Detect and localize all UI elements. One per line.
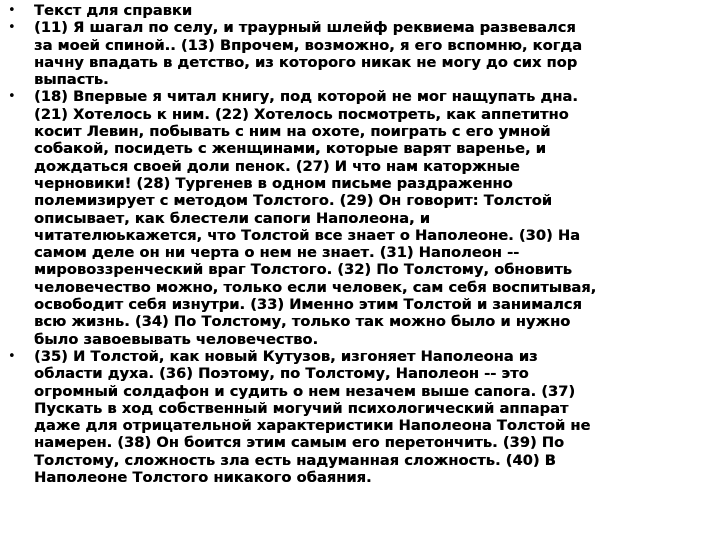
- bullet-icon: •: [8, 3, 16, 18]
- bullet-icon: •: [8, 20, 16, 36]
- bullet-list: [8, 2, 712, 486]
- paragraph-text: Текст для справки: [34, 2, 193, 19]
- paragraph-text: (11) Я шагал по селу, и траурный шлейф реквиема развевался за моей спиной.. (13) Впрочем, возможно, я его вспомню, когда начну впадать в детство, из которого никак не могу до сих пор выпасть.: [34, 19, 582, 89]
- paragraph-text: (35) И Толстой, как новый Кутузов, изгоняет Наполеона из области духа. (36) Поэтому, по Толстому, Наполеон -- это огромный солдафон и судить о нем незачем выше сапога. (37) Пускать в ход собственный могучий психологический аппарат даже для отрицательной характеристики Наполеона Толстой не намерен. (38) Он боится этим самым его перетончить. (39) По Толстому, сложность зла есть надуманная сложность. (40) В Наполеоне Толстого никакого обаяния.: [34, 347, 591, 487]
- bullet-icon: •: [8, 89, 16, 105]
- bullet-item-paragraph: [8, 19, 712, 88]
- bullet-item-paragraph: [8, 348, 712, 486]
- paragraph-text: (18) Впервые я читал книгу, под которой не мог нащупать дна. (21) Хотелось к ним. (22) Хотелось посмотреть, как аппетитно косит Левин, побывать с ним на охоте, поиграть с его умной собакой, посидеть с женщинами, которые варят варенье, и дождаться своей доли пенок. (27) И что нам каторжные черновики! (28) Тургенев в одном письме раздраженно полемизирует с методом Толстого. (29) Он говорит: Толстой описывает, как блестели сапоги Наполеона, и читателюькажется, что Толстой все знает о Наполеоне. (30) На самом деле он ни черта о нем не знает. (31) Наполеон -- мировоззренческий враг Толстого. (32) По Толстому, обновить человечество можно, только если человек, сам себя воспитывая, освободит себя изнутри. (33) Именно этим Толстой и занимался всю жизнь. (34) По Толстому, только так можно было и нужно было завоевывать человечество.: [34, 88, 597, 348]
- bullet-item-heading: [8, 2, 712, 19]
- bullet-item-paragraph: [8, 88, 712, 347]
- bullet-icon: •: [8, 348, 16, 364]
